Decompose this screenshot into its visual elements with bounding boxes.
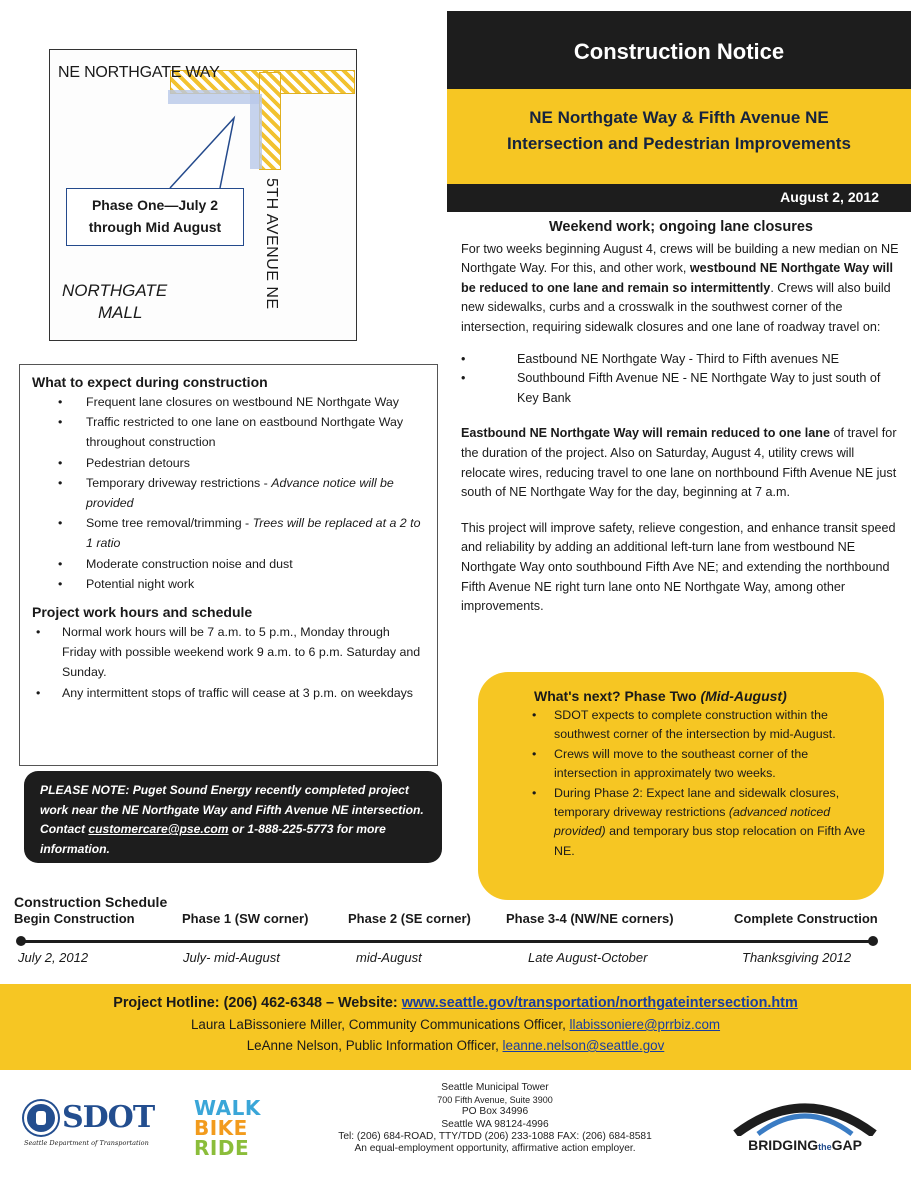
whats-next-list	[518, 706, 866, 861]
eeo-line: An equal-employment opportunity, affirmative action employer.	[354, 1143, 636, 1155]
schedule-timeline	[20, 940, 876, 943]
sdot-seal-icon	[24, 1101, 58, 1135]
mall-label-line-1: NORTHGATE	[62, 281, 168, 300]
hours-heading: Project work hours and schedule	[32, 604, 253, 621]
notice-date: August 2, 2012	[447, 184, 911, 212]
bridge-arc-icon	[730, 1092, 880, 1136]
pse-note-box	[24, 771, 442, 863]
header-title-bar	[447, 11, 911, 89]
list-item: • Frequent lane closures on westbound NE Northgate Way	[32, 392, 425, 412]
callout-line-1: Phase One—July 2	[91, 197, 219, 213]
mall-label-line-2: MALL	[98, 303, 143, 322]
weekend-p1-text-2: . Crews will also build new sidewalks, curbs and a crosswalk in the southwest corner of the intersection, requiring sidewalk closures and one lane of roadway travel on:	[461, 280, 891, 334]
list-item: • Potential night work	[32, 574, 425, 594]
whats-next-heading	[518, 688, 866, 704]
schedule-value-phase1: July- mid-August	[183, 950, 280, 965]
note-text: PLEASE NOTE: Puget Sound Energy recently completed project work near the NE Northgate Way and Fifth Avenue NE intersection. Contact	[40, 783, 424, 837]
list-item: • Eastbound NE Northgate Way - Third to Fifth avenues NE	[461, 350, 901, 370]
btg-word-1: BRIDGING	[748, 1137, 819, 1153]
contact-line-2	[0, 1035, 911, 1056]
schedule-title: Construction Schedule	[14, 894, 168, 910]
header-subtitle-bar	[447, 89, 911, 184]
list-item: • Southbound Fifth Avenue NE - NE Northgate Way to just south of Key Bank	[461, 369, 901, 408]
sdot-wordmark: SDOT	[62, 1100, 155, 1135]
bridging-the-gap-text	[720, 1137, 890, 1153]
subtitle-line-1: NE Northgate Way & Fifth Avenue NE	[529, 108, 829, 127]
mailing-address	[290, 1082, 700, 1155]
driveway-text: Temporary driveway restrictions -	[86, 475, 272, 490]
schedule-head-begin: Begin Construction	[14, 911, 135, 926]
work-zone-fifth-ave	[259, 72, 281, 170]
phase2-em: (advanced noticed provided)	[554, 805, 831, 839]
callout-line-2: through Mid August	[88, 219, 222, 235]
contact-2-email-link[interactable]: leanne.nelson@seattle.gov	[502, 1038, 665, 1053]
weekend-heading: Weekend work; ongoing lane closures	[548, 219, 813, 235]
contact-line-1	[0, 1014, 911, 1035]
timeline-end-dot	[868, 936, 878, 946]
hours-list	[32, 622, 425, 703]
sdot-logo	[24, 1100, 174, 1160]
whats-next-heading-text: What's next? Phase Two	[534, 688, 701, 704]
contact-1-email-link[interactable]: llabissoniere@prrbiz.com	[569, 1017, 721, 1032]
phase-one-callout	[66, 188, 244, 246]
hotline-band	[0, 984, 911, 1070]
walk-bike-ride-logo	[194, 1098, 266, 1158]
schedule-value-phase2: mid-August	[356, 950, 422, 965]
schedule-value-phase34: Late August-October	[528, 950, 648, 965]
schedule-head-complete: Complete Construction	[734, 911, 878, 926]
ride-word: RIDE	[194, 1136, 250, 1160]
tree-text: Some tree removal/trimming -	[86, 516, 253, 531]
weekend-work-section	[461, 218, 901, 617]
expect-box	[19, 364, 438, 766]
list-item: • Crews will move to the southeast corner of the intersection in approximately two weeks.	[518, 745, 866, 784]
btg-word-the: the	[818, 1142, 832, 1152]
schedule-head-phase2: Phase 2 (SE corner)	[348, 911, 471, 926]
list-item	[32, 513, 425, 553]
map-street-label: NE NORTHGATE WAY	[58, 64, 220, 81]
contact-1-text: Laura LaBissoniere Miller, Community Communications Officer,	[190, 1017, 570, 1032]
weekend-p2-text: of travel for the duration of the project. Also on Saturday, August 4, utility crews will relocate wires, reducing travel to one lane on northbound Fifth Avenue NE just south of NE Northgate Way for the day, beginning at 7 a.m.	[461, 426, 897, 500]
schedule-value-begin: July 2, 2012	[18, 950, 89, 965]
list-item: • Traffic restricted to one lane on eastbound Northgate Way throughout construction	[32, 412, 425, 452]
address-line: Seattle WA 98124-4996	[441, 1118, 549, 1130]
schedule-value-complete: Thanksgiving 2012	[742, 950, 852, 965]
weekend-paragraph-1	[461, 240, 901, 338]
contact-2-text: LeAnne Nelson, Public Information Officer,	[246, 1038, 503, 1053]
weekend-paragraph-3: This project will improve safety, relieve congestion, and enhance transit speed and reliability by adding an additional left-turn lane from westbound NE Northgate Way onto southbound Fifth Ave NE; and extending the northbound Fifth Avenue NE right turn lane onto NE Northgate Way, among other improvements.	[461, 520, 896, 614]
sdot-department: Seattle Department of Transportation	[24, 1139, 149, 1147]
expect-list	[32, 392, 425, 594]
list-item: • Any intermittent stops of traffic will cease at 3 p.m. on weekdays	[32, 683, 425, 703]
schedule-head-phase34: Phase 3-4 (NW/NE corners)	[506, 911, 674, 926]
weekend-p1-text: For two weeks beginning August 4, crews will be building a new median on NE Northgate Way. For this, and other work,	[461, 241, 899, 276]
tree-em: Trees will be replaced at a 2 to 1 ratio	[86, 516, 421, 551]
timeline-start-dot	[16, 936, 26, 946]
address-line: PO Box 34996	[461, 1106, 529, 1118]
driveway-em: Advance notice will be provided	[86, 475, 394, 511]
note-text-2: or 1-888-225-5773 for more information.	[40, 822, 386, 856]
btg-word-2: GAP	[831, 1137, 862, 1153]
map-avenue-label: 5TH AVENUE NE	[263, 178, 280, 310]
schedule-head-phase1: Phase 1 (SW corner)	[182, 911, 309, 926]
list-item	[32, 473, 425, 513]
mall-label	[62, 280, 167, 324]
weekend-paragraph-2	[461, 424, 901, 502]
weekend-p1-bold: westbound NE Northgate Way will be reduced to one lane and remain so intermittently	[461, 261, 894, 295]
address-line: 700 Fifth Avenue, Suite 3900	[437, 1095, 553, 1106]
page-title: Construction Notice	[573, 39, 785, 64]
list-item	[518, 784, 866, 862]
list-item: • Normal work hours will be 7 a.m. to 5 p.m., Monday through Friday with possible weekend work 9 a.m. to 6 p.m. Saturday and Sunday.	[32, 622, 425, 683]
address-line: Seattle Municipal Tower	[441, 1082, 549, 1093]
phone-line: Tel: (206) 684-ROAD, TTY/TDD (206) 233-1088 FAX: (206) 684-8581	[338, 1130, 652, 1142]
list-item: • Pedestrian detours	[32, 453, 425, 473]
list-item: • SDOT expects to complete construction within the southwest corner of the intersection by mid-August.	[518, 706, 866, 745]
project-map	[49, 49, 357, 341]
completed-area-fifth-ave	[250, 94, 262, 169]
weekend-p2-bold: Eastbound NE Northgate Way will remain reduced to one lane	[461, 426, 831, 441]
phase2-text: During Phase 2: Expect lane and sidewalk closures, temporary driveway restrictions	[554, 785, 840, 820]
list-item: • Moderate construction noise and dust	[32, 554, 425, 574]
expect-heading: What to expect during construction	[32, 374, 268, 390]
whats-next-box	[478, 672, 884, 900]
whats-next-heading-em: (Mid-August)	[700, 688, 787, 704]
bike-word: BIKE	[194, 1116, 248, 1140]
bridging-the-gap-logo	[720, 1092, 890, 1158]
hotline-label: Project Hotline: (206) 462-6348 – Website:	[113, 995, 402, 1011]
walk-word: WALK	[194, 1096, 261, 1120]
hotline-line	[0, 992, 911, 1014]
subtitle-line-2: Intersection and Pedestrian Improvements	[507, 134, 851, 153]
closure-list	[461, 350, 901, 409]
phase2-text-2: and temporary bus stop relocation on Fifth Ave NE.	[554, 824, 866, 858]
pse-email-link[interactable]: customercare@pse.com	[88, 822, 229, 837]
project-website-link[interactable]: www.seattle.gov/transportation/northgateintersection.htm	[401, 995, 798, 1011]
